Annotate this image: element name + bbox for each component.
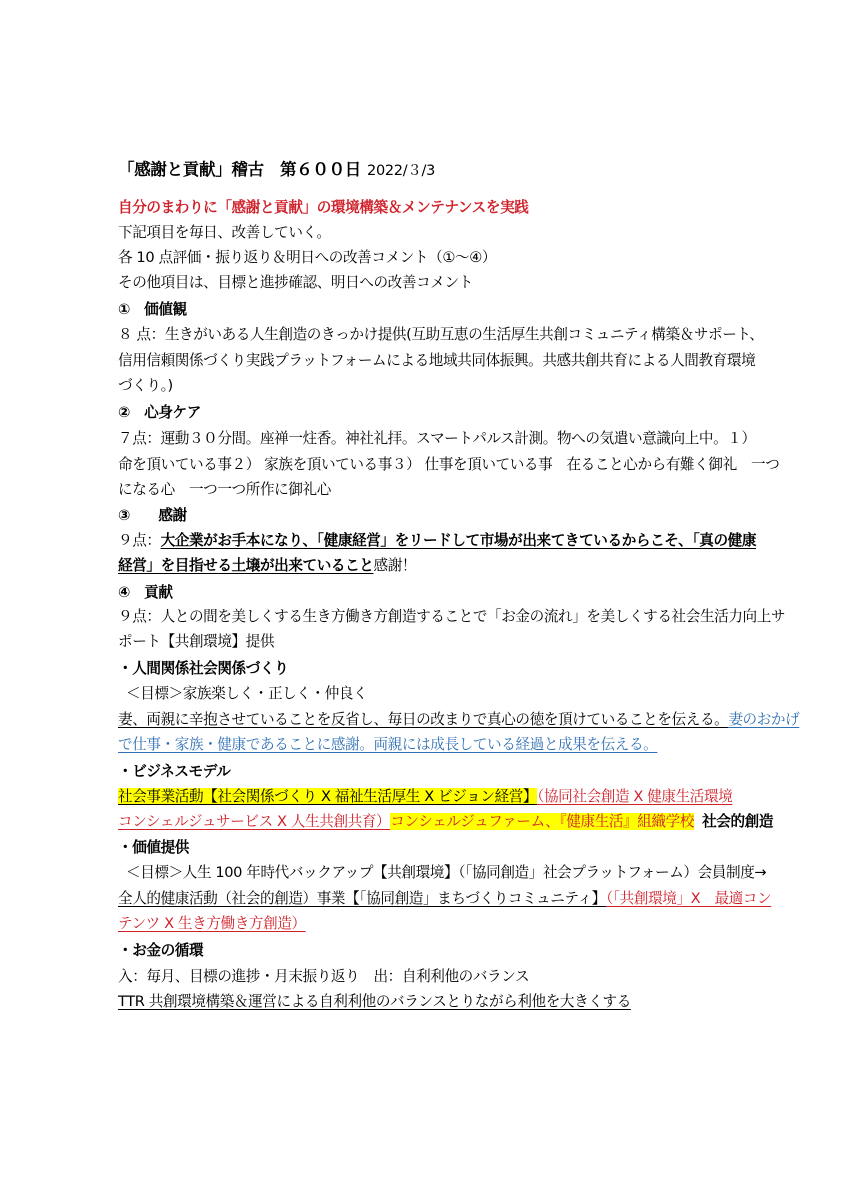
intro-line-2: 各 10 点評価・振り返り＆明日への改善コメント（①～④） xyxy=(118,249,497,266)
value-heading: ・価値提供 xyxy=(118,839,189,856)
intro-line-3: その他項目は、目標と進捗確認、明日への改善コメント xyxy=(118,274,473,291)
section-4-heading: ④ 貢献 xyxy=(118,584,173,601)
section-1-line-1: ８ 点：生きがいある人生創造のきっかけ提供(互助互恵の生活厚生共創コミュニティ構築＆サポート、 xyxy=(118,326,764,343)
section-3-score: ９点： xyxy=(118,532,161,549)
relations-line-1 xyxy=(118,710,799,730)
section-1-line-2: 信用信頼関係づくり実践プラットフォームによる地域共同体振興。共感共創共育による人間教育環境 xyxy=(118,352,756,369)
value-line-3: テンツ X 生き方働き方創造） xyxy=(118,915,306,932)
relations-text-1: 妻、両親に辛抱させていることを反省し、毎日の改まりで真心の徳を頂けていることを伝える。 xyxy=(118,711,729,728)
intro-line-1: 下記項目を毎日、改善していく。 xyxy=(118,224,331,241)
section-1-heading: ① 価値観 xyxy=(118,301,187,318)
section-1-line-3: づくり。) xyxy=(118,377,173,394)
business-social-creation: 社会的創造 xyxy=(702,813,774,830)
business-red-1: （協同社会創造 X 健康生活環境 xyxy=(537,788,733,805)
document-title xyxy=(118,160,435,181)
value-text-2: 全人的健康活動（社会的創造）事業【「協同創造」まちづくりコミュニティ】 xyxy=(118,890,606,907)
money-line-2: TTR 共創環境構築＆運営による自利利他のバランスとりながら利他を大きくする xyxy=(118,993,631,1010)
business-line-1 xyxy=(118,787,732,807)
section-3-line-1 xyxy=(118,531,756,551)
section-2-line-2: 命を頂いている事２） 家族を頂いている事３） 仕事を頂いている事 在ること心から有難く御礼 一つ xyxy=(118,456,780,473)
business-line-2 xyxy=(118,812,773,832)
section-3-emphasis-2: 経営」を目指せる土壌が出来ていること xyxy=(118,557,374,574)
section-3-thanks: 感謝！ xyxy=(373,557,417,574)
section-2-line-1: ７点：運動３０分間。座禅一炷香。神社礼拝。スマートパルス計測。物への気遣い意識向上中。１） xyxy=(118,430,756,447)
business-highlight-2: コンシェルジュファーム、『健康生活』組織学校 xyxy=(390,813,695,830)
value-red-2: （「共創環境」X 最適コン xyxy=(605,890,772,907)
heading-red: 自分のまわりに「感謝と貢献」の環境構築＆メンテナンスを実践 xyxy=(118,199,529,216)
business-heading: ・ビジネスモデル xyxy=(118,763,231,780)
section-3-emphasis-1: 大企業がお手本になり、「健康経営」をリードして市場が出来てきているからこそ、「真の健康 xyxy=(160,532,757,549)
section-3-line-2 xyxy=(118,556,416,576)
section-4-line-2: ポート【共創環境】提供 xyxy=(118,633,275,650)
section-2-line-3: になる心 一つ一つ所作に御礼心 xyxy=(118,481,331,498)
business-highlight-1: 社会事業活動【社会関係づくり X 福祉生活厚生 X ビジョン経営】 xyxy=(118,788,538,805)
relations-heading: ・人間関係社会関係づくり xyxy=(118,660,289,677)
money-line-1: 入：毎月、目標の進捗・月末振り返り 出：自利利他のバランス xyxy=(118,968,530,985)
value-line-2 xyxy=(118,889,771,909)
relations-text-blue-1: 妻のおかげ xyxy=(728,711,800,728)
value-line-1: ＜目標＞人生 100 年時代バックアップ【共創環境】（「協同創造」社会プラットフォーム）会員制度→ xyxy=(126,864,767,881)
business-red-2: コンシェルジュサービス X 人生共創共育） xyxy=(118,813,391,830)
relations-line-2: で仕事・家族・健康であることに感謝。両親には成長している経過と成果を伝える。 xyxy=(118,736,658,753)
section-2-heading: ② 心身ケア xyxy=(118,404,201,421)
money-heading: ・お金の循環 xyxy=(118,942,204,959)
section-4-line-1: ９点：人との間を美しくする生き方働き方創造することで「お金の流れ」を美しくする社会生活力向上サ xyxy=(118,608,786,625)
relations-goal: ＜目標＞家族楽しく・正しく・仲良く xyxy=(126,685,368,702)
title-date: 2022/３/3 xyxy=(367,163,436,179)
title-text: 「感謝と貢献」稽古 第６００日 xyxy=(118,160,362,179)
section-3-heading: ③ 感謝 xyxy=(118,507,187,524)
